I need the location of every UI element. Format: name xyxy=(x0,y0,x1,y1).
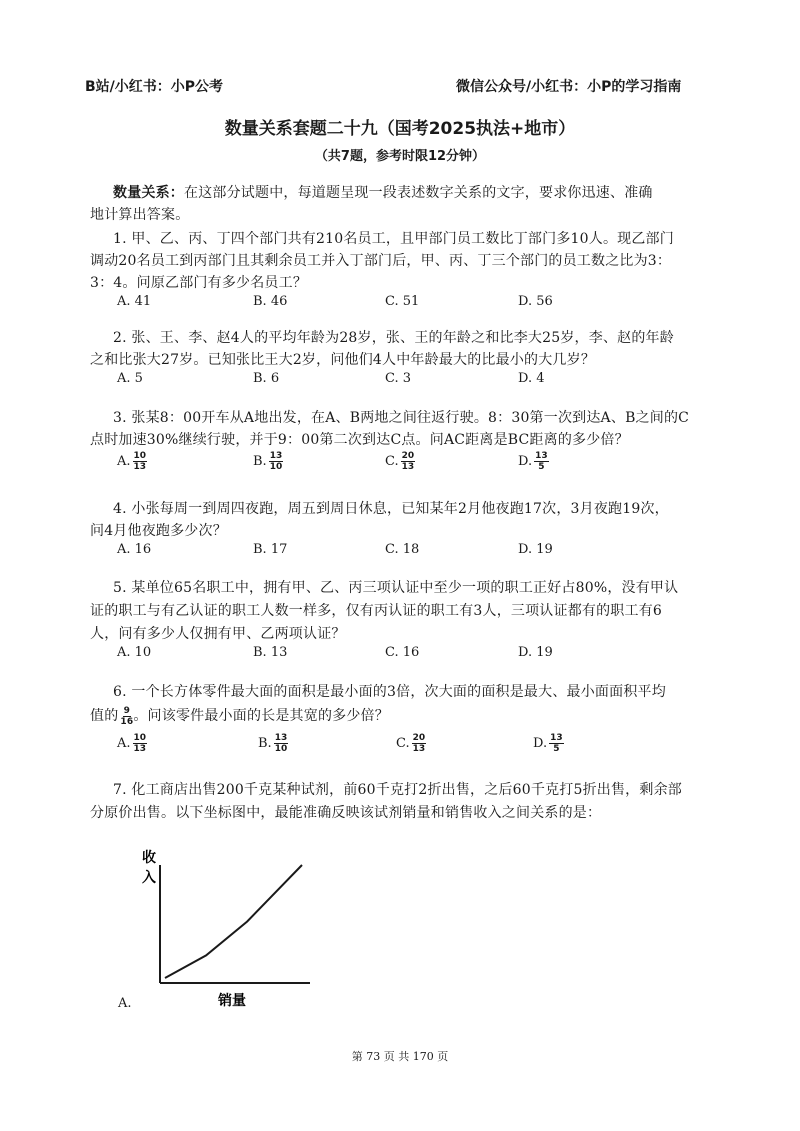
q6-inline-fraction xyxy=(120,706,133,727)
q6-option-b-fraction xyxy=(274,733,289,754)
q5-line-1: 5. 某单位65名职工中，拥有甲、乙、丙三项认证中至少一项的职工正好占80%，没有甲认 xyxy=(113,580,679,596)
q3-option-d-den: 5 xyxy=(538,462,545,472)
q6-option-b[interactable] xyxy=(258,733,288,754)
intro-label: 数量关系： xyxy=(113,185,184,201)
q6-option-d-fraction xyxy=(549,733,564,754)
q3-line-2: 点时加速30%继续行驶，并于9：00第二次到达C点。问AC距离是BC距离的多少倍？ xyxy=(90,432,629,448)
q6-option-a-label: A. xyxy=(117,736,131,751)
q3-option-a[interactable] xyxy=(117,451,147,472)
q2-option-c[interactable]: C. 3 xyxy=(385,371,412,386)
q3-option-c-label: C. xyxy=(385,454,399,469)
q3-option-b-fraction xyxy=(269,451,284,472)
q6-option-b-label: B. xyxy=(258,736,272,751)
q6-line-2-end: 。问该零件最小面的长是其宽的多少倍？ xyxy=(133,708,389,724)
q6-option-c-label: C. xyxy=(396,736,410,751)
q6-option-a[interactable] xyxy=(117,733,147,754)
y-axis-label-2: 入 xyxy=(142,870,156,886)
q4-option-d[interactable]: D. 19 xyxy=(518,542,553,557)
header-right: 微信公众号/小红书：小P的学习指南 xyxy=(456,79,682,95)
q5-option-c[interactable]: C. 16 xyxy=(385,645,420,660)
q3-option-c-den: 13 xyxy=(401,462,415,472)
q3-option-a-num: 10 xyxy=(133,451,147,461)
q5-line-2: 证的职工与有乙认证的职工人数一样多，仅有丙认证的职工有3人，三项认证都有的职工有6 xyxy=(90,603,663,619)
q3-option-a-den: 13 xyxy=(133,462,147,472)
q7-line-1: 7. 化工商店出售200千克某种试剂，前60千克打2折出售，之后60千克打5折出售，剩余部 xyxy=(113,782,682,798)
q1-option-c[interactable]: C. 51 xyxy=(385,294,420,309)
q6-option-c[interactable] xyxy=(396,733,426,754)
q3-line-1: 3. 张某8：00开车从A地出发，在A、B两地之间往返行驶。8：30第一次到达A、B之间的C xyxy=(113,410,690,426)
q1-option-d[interactable]: D. 56 xyxy=(518,294,553,309)
q3-option-b-den: 10 xyxy=(269,462,283,472)
q6-line-2 xyxy=(90,705,710,727)
x-axis-label: 销量 xyxy=(218,993,246,1009)
intro-line-1 xyxy=(113,182,733,204)
q6-inline-den: 16 xyxy=(120,716,134,727)
q6-option-d-label: D. xyxy=(533,736,548,751)
q1-option-b[interactable]: B. 46 xyxy=(253,294,288,309)
q6-option-c-num: 20 xyxy=(412,733,426,743)
q5-option-a[interactable]: A. 10 xyxy=(117,645,152,660)
q6-option-b-num: 13 xyxy=(274,733,288,743)
q7-line-2: 分原价出售。以下坐标图中，最能准确反映该试剂销量和销售收入之间关系的是： xyxy=(90,805,602,821)
q2-option-d[interactable]: D. 4 xyxy=(518,371,545,386)
q3-option-b[interactable] xyxy=(253,451,283,472)
q3-option-a-fraction xyxy=(133,451,148,472)
q3-option-d-label: D. xyxy=(518,454,533,469)
q4-option-a[interactable]: A. 16 xyxy=(117,542,152,557)
q6-option-a-fraction xyxy=(133,733,148,754)
q3-option-c[interactable] xyxy=(385,451,415,472)
q6-option-c-den: 13 xyxy=(412,744,426,754)
q2-line-2: 之和比张大27岁。已知张比王大2岁，问他们4人中年龄最大的比最小的大几岁？ xyxy=(90,352,596,368)
q1-option-a[interactable]: A. 41 xyxy=(117,294,152,309)
q3-option-c-fraction xyxy=(401,451,416,472)
q5-option-d[interactable]: D. 19 xyxy=(518,645,553,660)
intro-line-2: 地计算出答案。 xyxy=(90,207,190,223)
page-number: 第 73 页 共 170 页 xyxy=(351,1050,449,1063)
q3-option-a-label: A. xyxy=(117,454,131,469)
q7-option-a[interactable]: A. xyxy=(118,996,132,1011)
q7-option-a-chart xyxy=(120,840,330,1025)
q3-option-b-num: 13 xyxy=(269,451,283,461)
q3-option-c-num: 20 xyxy=(401,451,415,461)
q6-option-d[interactable] xyxy=(533,733,564,754)
q2-option-b[interactable]: B. 6 xyxy=(253,371,280,386)
q2-line-1: 2. 张、王、李、赵4人的平均年龄为28岁，张、王的年龄之和比李大25岁，李、赵的年龄 xyxy=(113,330,674,346)
q6-line-2-start: 值的 xyxy=(90,708,119,724)
q6-option-c-fraction xyxy=(412,733,427,754)
q6-option-d-den: 5 xyxy=(553,744,560,754)
q3-option-d[interactable] xyxy=(518,451,549,472)
q6-option-d-num: 13 xyxy=(550,733,563,743)
q1-line-2: 调动20名员工到丙部门且其剩余员工并入丁部门后，甲、丙、丁三个部门的员工数之比为3： xyxy=(90,253,672,269)
q1-line-3: 3：4。问原乙部门有多少名员工？ xyxy=(90,275,308,291)
q3-option-d-fraction xyxy=(534,451,549,472)
q6-option-a-den: 13 xyxy=(133,744,147,754)
q6-option-a-num: 10 xyxy=(133,733,147,743)
q3-option-b-label: B. xyxy=(253,454,267,469)
q4-line-2: 问4月他夜跑多少次？ xyxy=(90,523,227,539)
q4-line-1: 4. 小张每周一到周四夜跑，周五到周日休息，已知某年2月他夜跑17次，3月夜跑19次， xyxy=(113,501,669,517)
q5-line-3: 人，问有多少人仅拥有甲、乙两项认证？ xyxy=(90,626,346,642)
q6-line-1: 6. 一个长方体零件最大面的面积是最小面的3倍，次大面的面积是最大、最小面面积平均 xyxy=(113,684,666,700)
series-line xyxy=(165,865,302,978)
q5-option-b[interactable]: B. 13 xyxy=(253,645,288,660)
header-left: B站/小红书：小P公考 xyxy=(85,79,224,95)
page-title: 数量关系套题二十九（国考2025执法+地市） xyxy=(224,119,576,139)
page-subtitle: （共7题，参考时限12分钟） xyxy=(314,149,486,164)
q2-option-a[interactable]: A. 5 xyxy=(117,371,143,386)
q4-option-c[interactable]: C. 18 xyxy=(385,542,420,557)
q6-option-b-den: 10 xyxy=(274,744,288,754)
y-axis-label-1: 收 xyxy=(142,850,156,866)
q4-option-b[interactable]: B. 17 xyxy=(253,542,288,557)
q1-line-1: 1. 甲、乙、丙、丁四个部门共有210名员工，且甲部门员工数比丁部门多10人。现乙部门 xyxy=(113,231,674,247)
q3-option-d-num: 13 xyxy=(535,451,548,461)
q6-inline-num: 9 xyxy=(123,705,131,716)
intro-text: 在这部分试题中，每道题呈现一段表述数字关系的文字，要求你迅速、准确 xyxy=(184,185,653,201)
